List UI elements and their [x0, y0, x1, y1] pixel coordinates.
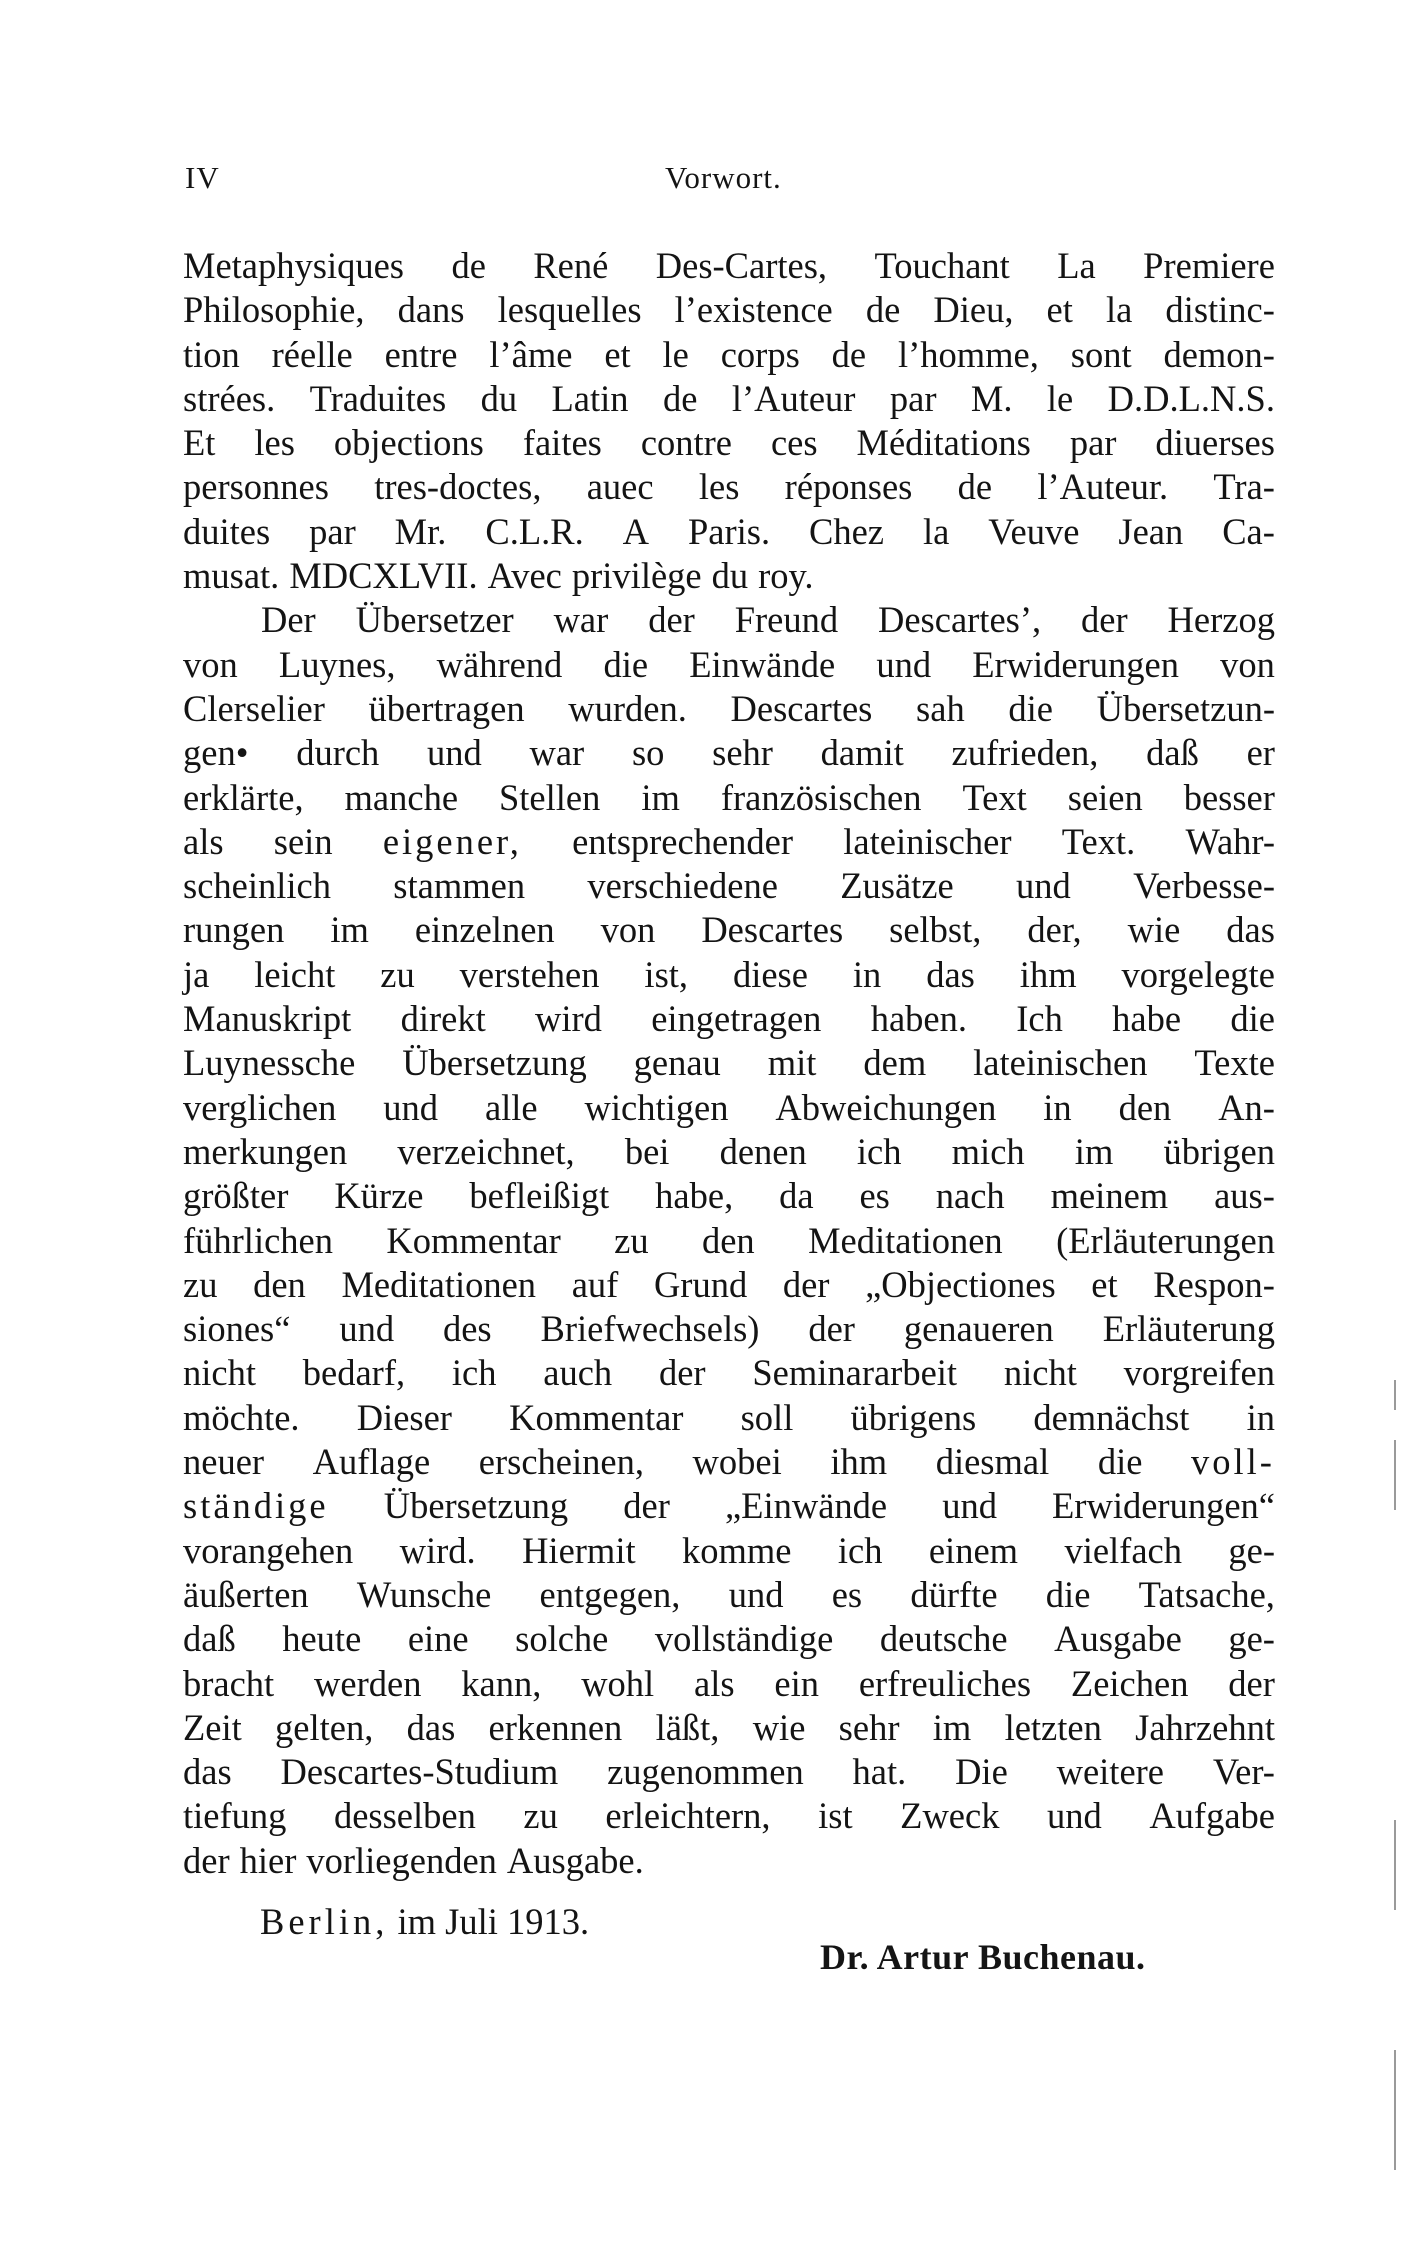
page-header — [185, 160, 1270, 200]
place-and-date — [260, 1900, 589, 1943]
text-line: Philosophie, dans lesquelles l’existence de Dieu, et la distinc- — [183, 289, 1275, 331]
text-line: verglichen und alle wichtigen Abweichungen in den An- — [183, 1086, 1275, 1128]
text-line: Manuskript direkt wird eingetragen haben. Ich habe die — [183, 998, 1275, 1040]
scan-speck — [1394, 2050, 1396, 2170]
body-text — [183, 244, 1275, 1883]
text-line: ständige Übersetzung der „Einwände und Erwiderungen“ — [183, 1485, 1275, 1527]
text-line: führlichen Kommentar zu den Meditationen (Erläuterungen — [183, 1219, 1275, 1261]
date: im Juli 1913. — [397, 1901, 590, 1942]
text-line: Luynessche Übersetzung genau mit dem lateinischen Texte — [183, 1042, 1275, 1084]
scan-speck — [1394, 1380, 1396, 1410]
text-line: Et les objections faites contre ces Méditations par diuerses — [183, 422, 1275, 464]
text-line: Metaphysiques de René Des-Cartes, Touchant La Premiere — [183, 245, 1275, 286]
text-line: merkungen verzeichnet, bei denen ich mich im übrigen — [183, 1130, 1275, 1172]
text-line: tion réelle entre l’âme et le corps de l’homme, sont demon- — [183, 333, 1275, 375]
signature: Dr. Artur Buchenau. — [820, 1937, 1146, 1977]
text-line: vorangehen wird. Hiermit komme ich einem vielfach ge- — [183, 1529, 1275, 1571]
text-line: bracht werden kann, wohl als ein erfreuliches Zeichen der — [183, 1662, 1275, 1704]
scan-speck — [1394, 1820, 1396, 1910]
text-line: als sein eigener, entsprechender lateinischer Text. Wahr- — [183, 820, 1275, 862]
text-line: Zeit gelten, das erkennen läßt, wie sehr im letzten Jahrzehnt — [183, 1706, 1275, 1748]
text-line: von Luynes, während die Einwände und Erwiderungen von — [183, 643, 1275, 685]
text-line: zu den Meditationen auf Grund der „Objectiones et Respon- — [183, 1263, 1275, 1305]
text-line: Der Übersetzer war der Freund Descartes’, der Herzog — [261, 599, 1275, 641]
text-line: erklärte, manche Stellen im französischen Text seien besser — [183, 776, 1275, 818]
text-line: nicht bedarf, ich auch der Seminararbeit nicht vorgreifen — [183, 1352, 1275, 1394]
text-line: siones“ und des Briefwechsels) der genaueren Erläuterung — [183, 1308, 1275, 1350]
page-number: IV — [185, 160, 220, 195]
running-title: Vorwort. — [665, 160, 782, 195]
text-line: tiefung desselben zu erleichtern, ist Zweck und Aufgabe — [183, 1795, 1275, 1837]
text-line: gen• durch und war so sehr damit zufrieden, daß er — [183, 732, 1275, 774]
text-line: scheinlich stammen verschiedene Zusätze und Verbesse- — [183, 865, 1275, 907]
text-line: der hier vorliegenden Ausgabe. — [183, 1839, 644, 1881]
text-line: neuer Auflage erscheinen, wobei ihm diesmal die voll- — [183, 1441, 1275, 1483]
text-line: strées. Traduites du Latin de l’Auteur par M. le D.D.L.N.S. — [183, 377, 1275, 419]
text-line: größter Kürze befleißigt habe, da es nach meinem aus- — [183, 1175, 1275, 1217]
text-line: Clerselier übertragen wurden. Descartes sah die Übersetzun- — [183, 687, 1275, 729]
place: Berlin, — [260, 1901, 389, 1942]
text-line: möchte. Dieser Kommentar soll übrigens demnächst in — [183, 1396, 1275, 1438]
text-line: ja leicht zu verstehen ist, diese in das ihm vorgelegte — [183, 953, 1275, 995]
text-line: äußerten Wunsche entgegen, und es dürfte die Tatsache, — [183, 1573, 1275, 1615]
text-line: das Descartes-Studium zugenommen hat. Die weitere Ver- — [183, 1751, 1275, 1793]
scan-speck — [1394, 1440, 1396, 1510]
text-line: rungen im einzelnen von Descartes selbst, der, wie das — [183, 909, 1275, 951]
text-line: duites par Mr. C.L.R. A Paris. Chez la Veuve Jean Ca- — [183, 510, 1275, 552]
text-line: musat. MDCXLVII. Avec privilège du roy. — [183, 555, 814, 597]
text-line: daß heute eine solche vollständige deutsche Ausgabe ge- — [183, 1618, 1275, 1660]
text-line: personnes tres-doctes, auec les réponses de l’Auteur. Tra- — [183, 466, 1275, 508]
